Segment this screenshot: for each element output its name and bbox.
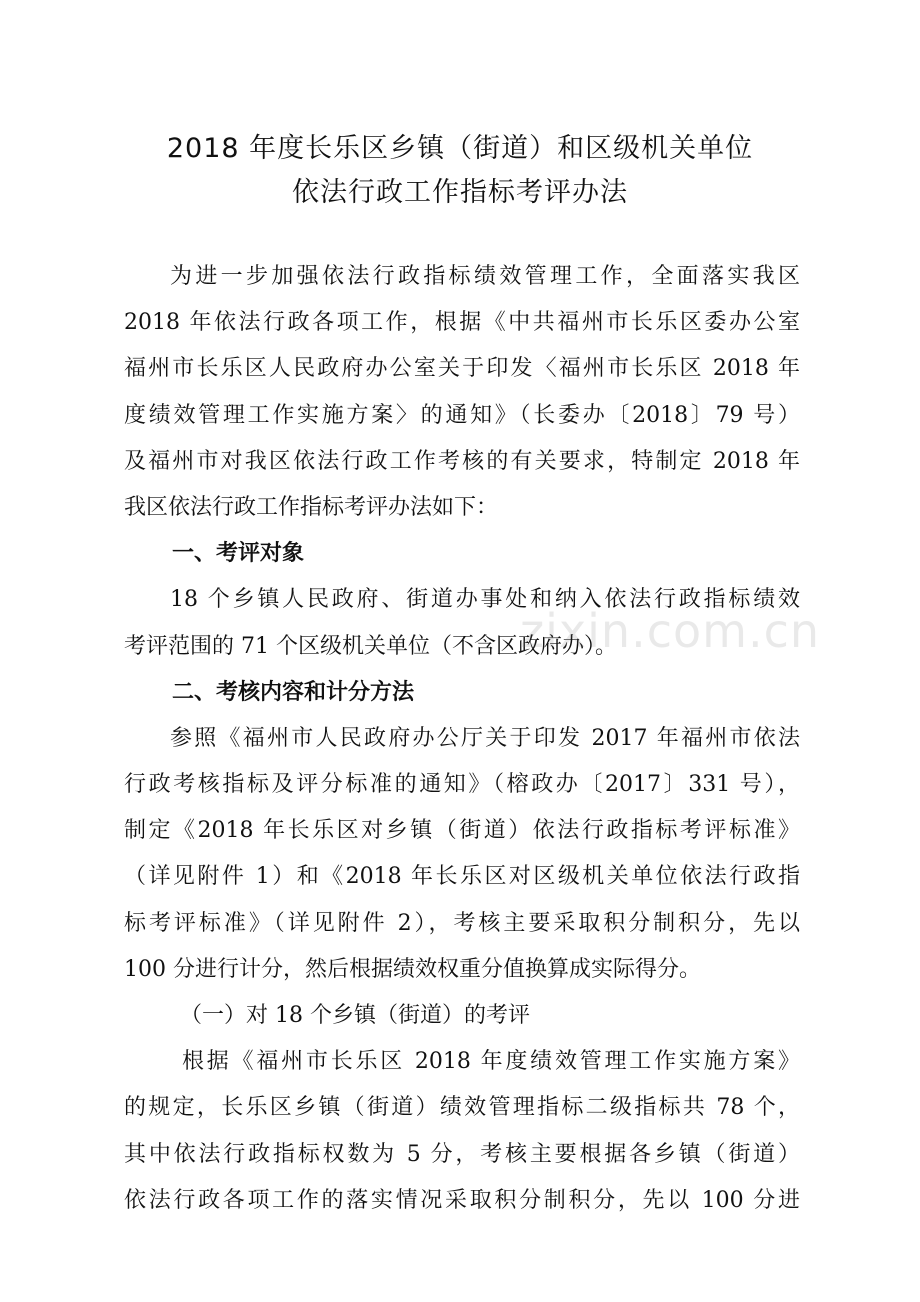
section-heading-1: 一、考评对象: [172, 541, 305, 567]
paragraph3-line2: 行政考核指标及评分标准的通知》（榕政办〔2017〕331 号），: [124, 772, 800, 798]
paragraph4-line4: 依法行政各项工作的落实情况采取积分制积分，先以 100 分进: [124, 1187, 800, 1213]
watermark: zixin.com.cn: [520, 604, 821, 658]
paragraph1-line3: 福州市长乐区人民政府办公室关于印发〈福州市长乐区 2018 年: [124, 356, 800, 382]
paragraph1-line6: 我区依法行政工作指标考评办法如下：: [124, 494, 499, 520]
paragraph3-line6: 100 分进行计分，然后根据绩效权重分值换算成实际得分。: [124, 956, 701, 982]
document-body: [124, 254, 800, 1224]
paragraph4-line2: 的规定，长乐区乡镇（街道）绩效管理指标二级指标共 78 个，: [124, 1095, 800, 1121]
subsection-heading-1: （一）对 18 个乡镇（街道）的考评: [180, 1003, 530, 1028]
paragraph1-line5: 及福州市对我区依法行政工作考核的有关要求，特制定 2018 年: [124, 448, 800, 474]
paragraph3-line1: 参照《福州市人民政府办公厅关于印发 2017 年福州市依法: [170, 725, 800, 751]
paragraph2-line1: 18 个乡镇人民政府、街道办事处和纳入依法行政指标绩效: [170, 587, 800, 613]
paragraph1-line1: 为进一步加强依法行政指标绩效管理工作，全面落实我区: [170, 264, 800, 289]
paragraph1-line2: 2018 年依法行政各项工作，根据《中共福州市长乐区委办公室: [124, 310, 800, 336]
document-title-line1: 2018 年度长乐区乡镇（街道）和区级机关单位: [166, 133, 754, 164]
paragraph4-line3: 其中依法行政指标权数为 5 分，考核主要根据各乡镇（街道）: [124, 1141, 800, 1167]
paragraph3-line3: 制定《2018 年长乐区对乡镇（街道）依法行政指标考评标准》: [124, 818, 800, 844]
paragraph3-line4: （详见附件 1）和《2018 年长乐区对区级机关单位依法行政指: [124, 864, 800, 890]
section-heading-2: 二、考核内容和计分方法: [172, 679, 415, 705]
paragraph1-line4: 度绩效管理工作实施方案〉的通知》（长委办〔2018〕79 号）: [124, 402, 800, 428]
document-title-line2: 依法行政工作指标考评办法: [292, 177, 628, 208]
paragraph2-line2: 考评范围的 71 个区级机关单位（不含区政府办）。: [124, 633, 617, 659]
paragraph4-line1: 根据《福州市长乐区 2018 年度绩效管理工作实施方案》: [182, 1049, 800, 1075]
paragraph3-line5: 标考评标准》（详见附件 2），考核主要采取积分制积分，先以: [124, 910, 800, 936]
